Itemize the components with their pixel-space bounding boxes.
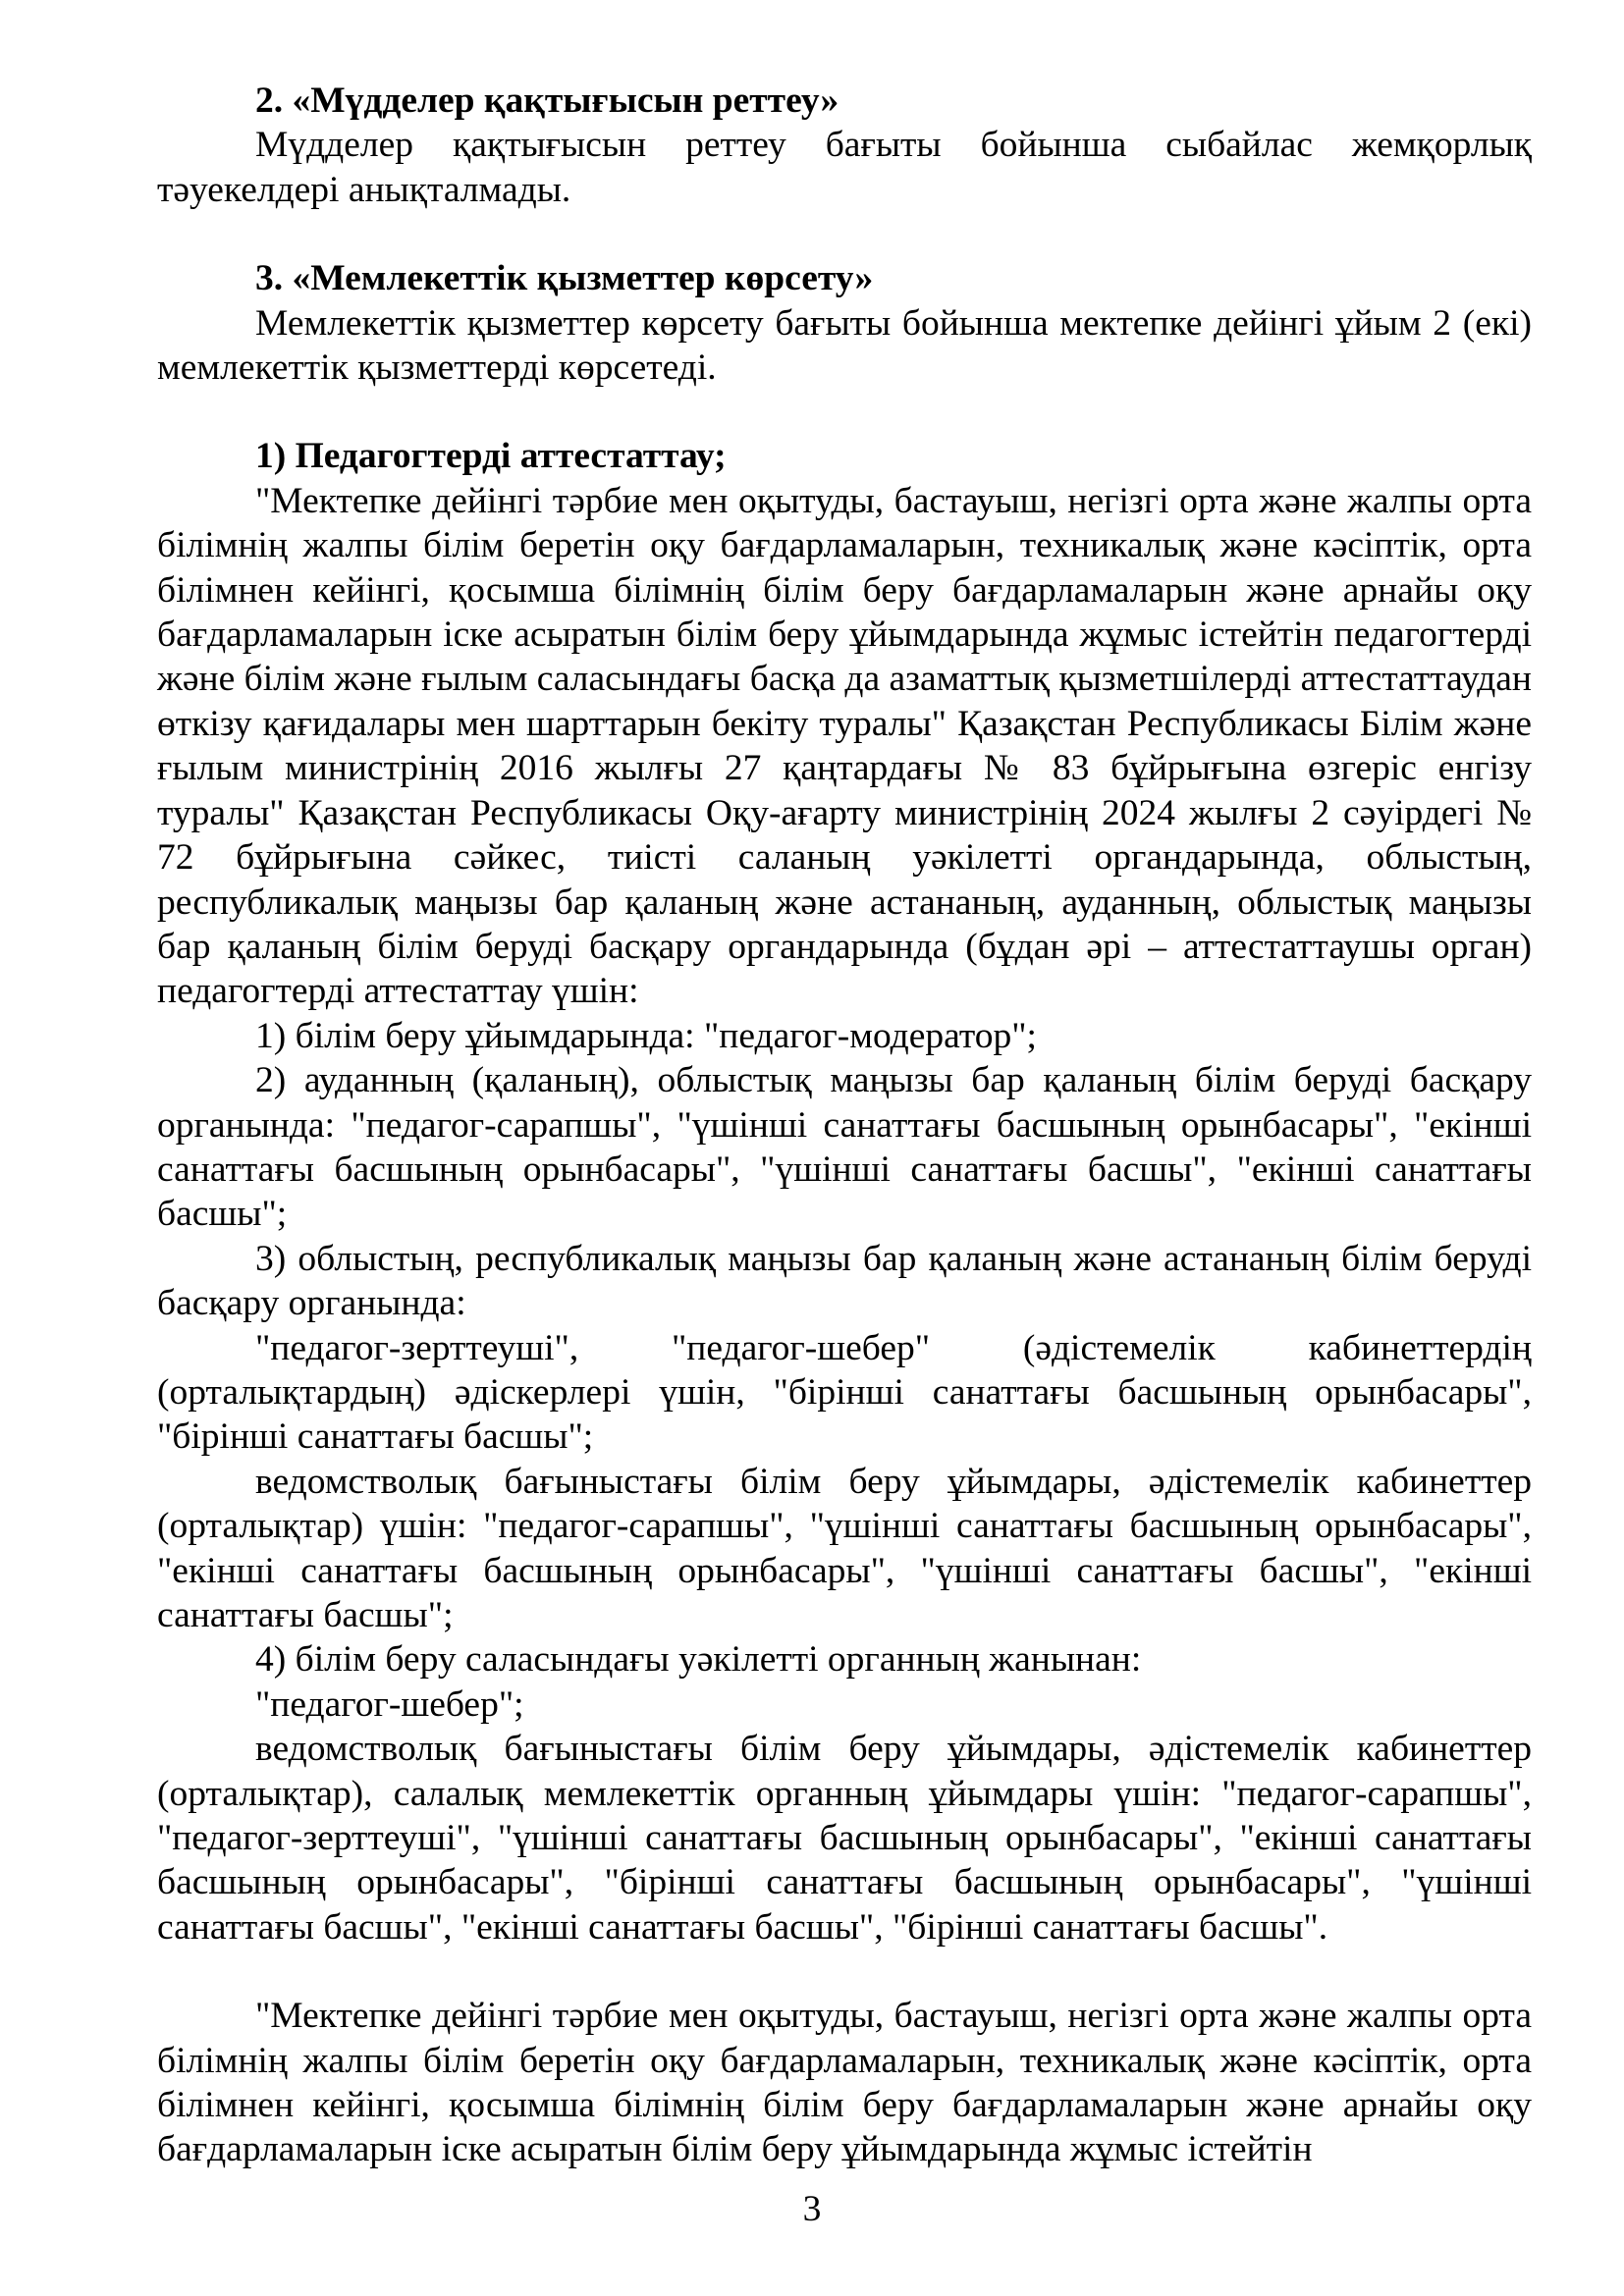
paragraph-spacer: [157, 212, 1532, 256]
section-paragraph-conflict-of-interest: Мүдделер қақтығысын реттеу бағыты бойынша сыбайлас жемқорлық тәуекелдері анықталмады.: [157, 125, 1532, 210]
document-page: [157, 79, 1532, 2172]
closing-paragraph: "Мектепке дейінгі тәрбие мен оқытуды, бастауыш, негізгі орта және жалпы орта білімнің жалпы білім беретін оқу бағдарламаларын, техникалық және кәсіптік, орта білімнен кейінгі, қосымша білімнің білім беру бағдарламаларын және арнайы оқу бағдарламаларын іске асыратын білім беру ұйымдарында жұмыс істейтін: [157, 1996, 1532, 2170]
page-number: 3: [802, 2189, 822, 2229]
attestation-item-4-subordinate: ведомстволық бағыныстағы білім беру ұйымдары, әдістемелік кабинеттер (орталықтар), салалық мемлекеттік органның ұйымдары үшін: "педагог-сарапшы", "педагог-зерттеуші", "үшінші санаттағы басшының орынбасары", "екінші санаттағы басшының орынбасары", "бірінші санаттағы басшының орынбасары", "үшінші санаттағы басшы", "екінші санаттағы басшы", "бірінші санаттағы басшы".: [157, 1729, 1532, 1948]
paragraph-spacer: [157, 390, 1532, 434]
attestation-item-3-subordinate: ведомстволық бағыныстағы білім беру ұйымдары, әдістемелік кабинеттер (орталықтар) үшін: "педагог-сарапшы", "үшінші санаттағы басшының орынбасары", "екінші санаттағы басшының орынбасары", "үшінші санаттағы басшы", "екінші санаттағы басшы";: [157, 1461, 1532, 1635]
attestation-item-4: 4) білім беру саласындағы уәкілетті органның жанынан:: [255, 1639, 1142, 1681]
attestation-item-3-methodologists: "педагог-зерттеуші", "педагог-шебер" (әдістемелік кабинеттердің (орталықтардың) әдіскерлері үшін, "бірінші санаттағы басшының орынбасары", "бірінші санаттағы басшы";: [157, 1327, 1532, 1458]
attestation-item-4-master: "педагог-шебер";: [255, 1683, 524, 1725]
section-heading-public-services: 3. «Мемлекеттік қызметтер көрсету»: [255, 258, 874, 299]
subsection-heading-teacher-attestation: 1) Педагогтерді аттестаттау;: [255, 436, 727, 477]
section-heading-conflict-of-interest: 2. «Мүдделер қақтығысын реттеу»: [255, 80, 839, 121]
section-paragraph-public-services: Мемлекеттік қызметтер көрсету бағыты бойынша мектепке дейінгі ұйым 2 (екі) мемлекеттік қызметтерді көрсетеді.: [157, 302, 1532, 389]
attestation-paragraph-rules: "Мектепке дейінгі тәрбие мен оқытуды, бастауыш, негізгі орта және жалпы орта білімнің жалпы білім беретін оқу бағдарламаларын, техникалық және кәсіптік, орта білімнен кейінгі, қосымша білімнің білім беру бағдарламаларын және арнайы оқу бағдарламаларын іске асыратын білім беру ұйымдарында жұмыс істейтін педагогтерді және білім және ғылым саласындағы басқа да азаматтық қызметшілерді аттестаттаудан өткізу қағидалары мен шарттарын бекіту туралы" Қазақстан Республикасы Білім және ғылым министрінің 2016 жылғы 27 қаңтардағы № 83 бұйрығына өзгеріс енгізу туралы" Қазақстан Республикасы Оқу-ағарту министрінің 2024 жылғы 2 сәуірдегі № 72 бұйрығына сәйкес, тиісті саланың уәкілетті органдарында, облыстың, республикалық маңызы бар қаланың және астананың, ауданның, облыстық маңызы бар қаланың білім беруді басқару органдарында (бұдан әрі – аттестаттаушы орган) педагогтерді аттестаттау үшін:: [157, 480, 1532, 1012]
attestation-item-2: 2) ауданның (қаланың), облыстық маңызы бар қаланың білім беруді басқару органында: "педагог-сарапшы", "үшінші санаттағы басшының орынбасары", "екінші санаттағы басшының орынбасары", "үшінші санаттағы басшы", "екінші санаттағы басшы";: [157, 1060, 1532, 1235]
attestation-item-3: 3) облыстың, республикалық маңызы бар қаланың және астананың білім беруді басқару органында:: [157, 1238, 1532, 1324]
attestation-item-1: 1) білім беру ұйымдарында: "педагог-модератор";: [255, 1015, 1037, 1056]
paragraph-spacer: [157, 1949, 1532, 1994]
